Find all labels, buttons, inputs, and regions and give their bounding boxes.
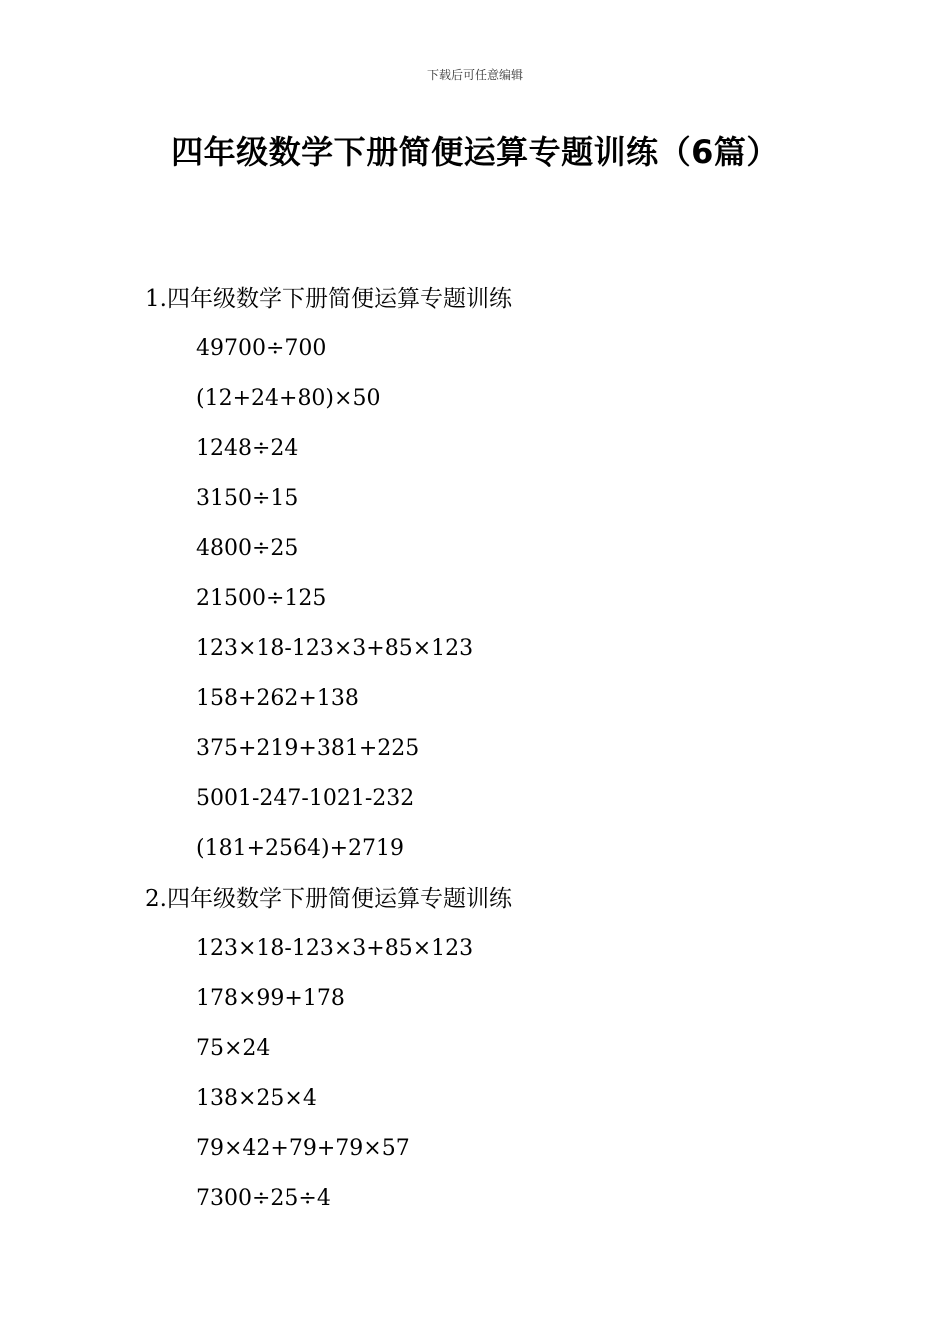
problem-item: 21500÷125 [196, 586, 327, 611]
problem-item: 138×25×4 [196, 1086, 317, 1111]
problem-item: 178×99+178 [196, 986, 345, 1011]
problem-item: 75×24 [196, 1036, 271, 1061]
section-heading: 2.四年级数学下册简便运算专题训练 [145, 886, 512, 912]
problem-item: 4800÷25 [196, 536, 299, 561]
header-note: 下载后可任意编辑 [426, 68, 523, 82]
problem-item: (12+24+80)×50 [196, 386, 381, 411]
section-1 [0, 283, 950, 883]
problem-item: 375+219+381+225 [196, 736, 420, 761]
problem-item: 1248÷24 [196, 436, 299, 461]
problem-item: 123×18-123×3+85×123 [196, 936, 474, 961]
section-heading: 1.四年级数学下册简便运算专题训练 [145, 286, 512, 312]
document-title: 四年级数学下册简便运算专题训练（6篇） [171, 133, 779, 171]
problem-item: 49700÷700 [196, 336, 327, 361]
problem-item: 7300÷25÷4 [196, 1186, 331, 1211]
problem-item: (181+2564)+2719 [196, 836, 405, 861]
problem-item: 3150÷15 [196, 486, 299, 511]
problem-item: 123×18-123×3+85×123 [196, 636, 474, 661]
section-2 [0, 883, 950, 1233]
problem-item: 79×42+79+79×57 [196, 1136, 410, 1161]
problem-item: 158+262+138 [196, 686, 359, 711]
document-body [0, 283, 950, 1233]
problem-item: 5001-247-1021-232 [196, 786, 415, 811]
